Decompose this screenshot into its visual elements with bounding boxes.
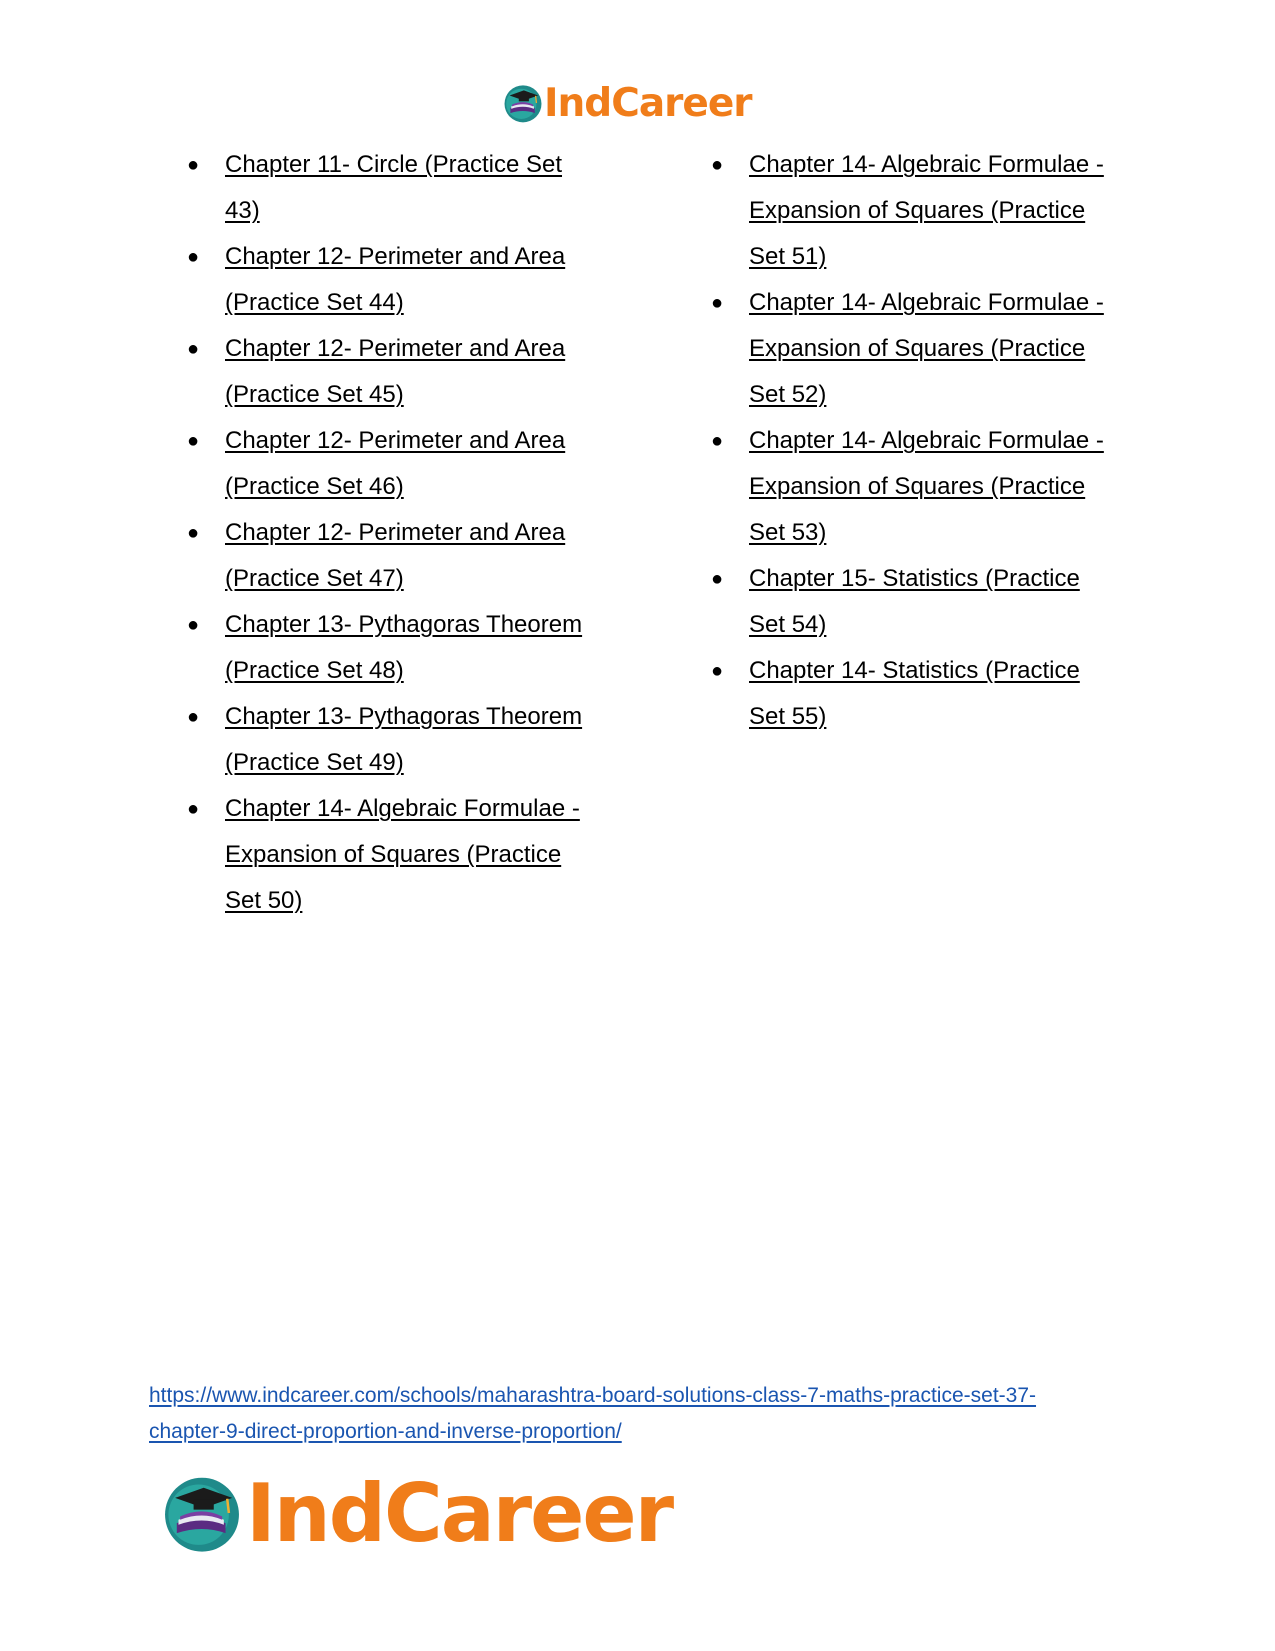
source-url-link[interactable]: https://www.indcareer.com/schools/maharashtra-board-solutions-class-7-maths-practice-set-37- chapter-9-direct-proportion-and-inverse-proportion/ xyxy=(149,1384,1037,1443)
footer-logo xyxy=(160,1468,672,1558)
chapter-list-right xyxy=(710,142,1150,740)
logo-wordmark: IndCareer xyxy=(246,1466,673,1560)
bullet-icon: ● xyxy=(710,660,724,682)
bullet-icon: ● xyxy=(186,614,200,636)
bullet-icon: ● xyxy=(186,706,200,728)
footer-url xyxy=(149,1378,1149,1450)
bullet-icon: ● xyxy=(710,292,724,314)
list-item xyxy=(186,326,626,418)
bullet-icon: ● xyxy=(186,522,200,544)
list-item xyxy=(186,786,626,924)
logo-wordmark: IndCareer xyxy=(544,80,752,126)
list-item xyxy=(710,280,1150,418)
list-item xyxy=(186,234,626,326)
chapter-list-left xyxy=(186,142,626,924)
list-item xyxy=(710,648,1150,740)
bullet-icon: ● xyxy=(186,154,200,176)
list-item xyxy=(186,510,626,602)
chapter-link[interactable]: Chapter 12- Perimeter and Area (Practice Set 44) xyxy=(225,243,566,316)
list-item xyxy=(186,418,626,510)
bullet-icon: ● xyxy=(186,338,200,360)
chapter-link[interactable]: Chapter 14- Statistics (Practice Set 55) xyxy=(749,657,1080,730)
chapter-link[interactable]: Chapter 12- Perimeter and Area (Practice Set 46) xyxy=(225,427,566,500)
chapter-link[interactable]: Chapter 14- Algebraic Formulae - Expansion of Squares (Practice Set 53) xyxy=(749,427,1104,546)
chapter-link[interactable]: Chapter 11- Circle (Practice Set 43) xyxy=(225,151,563,224)
bullet-icon: ● xyxy=(710,430,724,452)
chapter-link[interactable]: Chapter 12- Perimeter and Area (Practice Set 45) xyxy=(225,335,566,408)
list-item xyxy=(186,142,626,234)
chapter-link[interactable]: Chapter 12- Perimeter and Area (Practice Set 47) xyxy=(225,519,566,592)
chapter-link[interactable]: Chapter 13- Pythagoras Theorem (Practice Set 48) xyxy=(225,611,583,684)
list-item xyxy=(186,602,626,694)
bullet-icon: ● xyxy=(186,798,200,820)
chapter-link[interactable]: Chapter 14- Algebraic Formulae - Expansion of Squares (Practice Set 50) xyxy=(225,795,580,914)
header-logo xyxy=(502,80,752,126)
bullet-icon: ● xyxy=(186,246,200,268)
chapter-link[interactable]: Chapter 14- Algebraic Formulae - Expansion of Squares (Practice Set 51) xyxy=(749,151,1104,270)
bullet-icon: ● xyxy=(186,430,200,452)
graduation-cap-books-icon xyxy=(160,1471,244,1555)
bullet-icon: ● xyxy=(710,154,724,176)
graduation-cap-books-icon xyxy=(502,82,544,124)
list-item xyxy=(186,694,626,786)
list-item xyxy=(710,556,1150,648)
list-item xyxy=(710,142,1150,280)
bullet-icon: ● xyxy=(710,568,724,590)
list-item xyxy=(710,418,1150,556)
chapter-link[interactable]: Chapter 13- Pythagoras Theorem (Practice Set 49) xyxy=(225,703,583,776)
chapter-link[interactable]: Chapter 15- Statistics (Practice Set 54) xyxy=(749,565,1080,638)
chapter-link[interactable]: Chapter 14- Algebraic Formulae - Expansion of Squares (Practice Set 52) xyxy=(749,289,1104,408)
